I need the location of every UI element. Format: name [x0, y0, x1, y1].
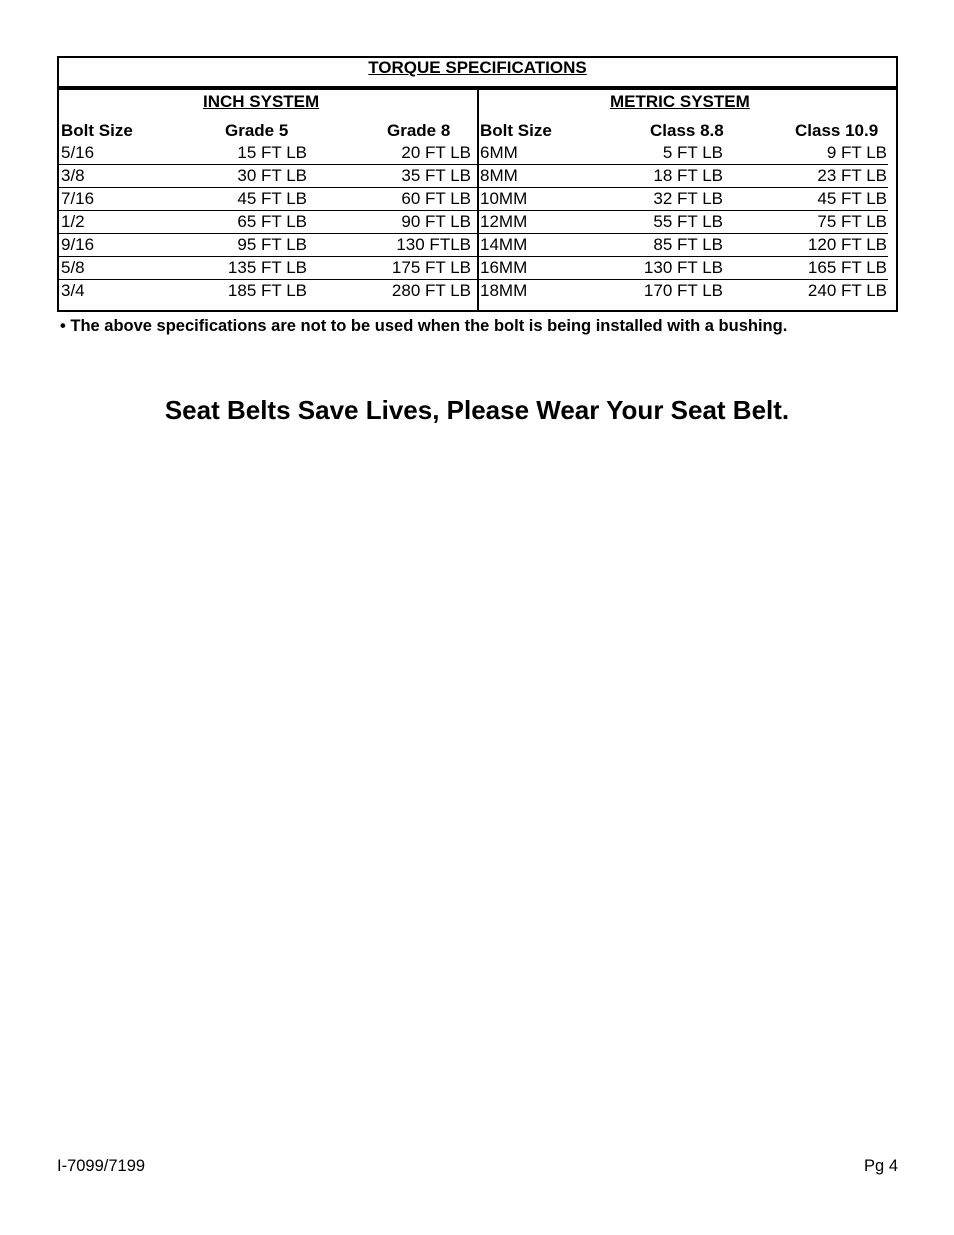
class109-cell: 120 FT LB	[807, 235, 887, 254]
grade8-cell: 35 FT LB	[401, 166, 471, 185]
class109-cell: 165 FT LB	[807, 258, 887, 277]
grade5-cell: 30 FT LB	[237, 166, 307, 185]
bolt-size-cell: 7/16	[61, 189, 95, 208]
bolt-size-cell: 5/8	[61, 258, 85, 277]
inch-header-grade8: Grade 8	[387, 121, 451, 140]
footer-page-number: Pg 4	[864, 1157, 898, 1175]
grade5-cell: 185 FT LB	[227, 281, 307, 300]
table-title: TORQUE SPECIFICATIONS	[368, 58, 587, 77]
class88-cell: 130 FT LB	[643, 258, 723, 277]
grade5-cell: 15 FT LB	[237, 143, 307, 162]
grade8-cell: 60 FT LB	[401, 189, 471, 208]
grade5-cell: 65 FT LB	[237, 212, 307, 231]
table-row	[479, 165, 898, 188]
bolt-size-cell: 3/8	[61, 166, 85, 185]
grade8-cell: 175 FT LB	[391, 258, 471, 277]
class109-cell: 75 FT LB	[817, 212, 887, 231]
grade5-cell: 45 FT LB	[237, 189, 307, 208]
class88-cell: 170 FT LB	[643, 281, 723, 300]
bolt-size-cell: 12MM	[480, 212, 528, 231]
grade8-cell: 130 FTLB	[396, 235, 471, 254]
inch-header-bolt-size: Bolt Size	[61, 121, 133, 140]
bolt-size-cell: 16MM	[480, 258, 528, 277]
class109-cell: 45 FT LB	[817, 189, 887, 208]
bolt-size-cell: 14MM	[480, 235, 528, 254]
grade8-cell: 20 FT LB	[401, 143, 471, 162]
table-row	[479, 257, 898, 280]
metric-system-title: METRIC SYSTEM	[610, 92, 750, 111]
inch-system-title: INCH SYSTEM	[203, 92, 320, 111]
table-row	[479, 188, 898, 211]
grade8-cell: 280 FT LB	[391, 281, 471, 300]
metric-header-class109: Class 10.9	[795, 121, 879, 140]
table-row	[59, 165, 477, 188]
table-row	[479, 211, 898, 234]
inch-header-grade5: Grade 5	[225, 121, 289, 140]
class109-cell: 9 FT LB	[826, 143, 887, 162]
class88-cell: 32 FT LB	[653, 189, 723, 208]
metric-header-class88: Class 8.8	[650, 121, 724, 140]
grade5-cell: 135 FT LB	[227, 258, 307, 277]
grade5-cell: 95 FT LB	[237, 235, 307, 254]
table-row	[59, 142, 477, 165]
class109-cell: 23 FT LB	[817, 166, 887, 185]
table-title-bar	[59, 58, 896, 90]
inch-system-section	[59, 90, 477, 310]
metric-header-bolt-size: Bolt Size	[480, 121, 552, 140]
bolt-size-cell: 1/2	[61, 212, 85, 231]
bushing-note: • The above specifications are not to be used when the bolt is being installed with a bushing.	[60, 317, 788, 335]
grade8-cell: 90 FT LB	[401, 212, 471, 231]
class88-cell: 18 FT LB	[653, 166, 723, 185]
torque-specifications-table	[57, 56, 898, 312]
bolt-size-cell: 6MM	[480, 143, 518, 162]
class88-cell: 85 FT LB	[653, 235, 723, 254]
bolt-size-cell: 5/16	[61, 143, 95, 162]
bolt-size-cell: 3/4	[61, 281, 85, 300]
table-row	[59, 257, 477, 280]
bolt-size-cell: 18MM	[480, 281, 528, 300]
table-row	[59, 188, 477, 211]
table-row	[479, 142, 898, 165]
bolt-size-cell: 9/16	[61, 235, 95, 254]
table-row	[59, 280, 477, 303]
class109-cell: 240 FT LB	[807, 281, 887, 300]
seat-belt-slogan: Seat Belts Save Lives, Please Wear Your Seat Belt.	[164, 395, 790, 425]
footer-doc-id: I-7099/7199	[57, 1157, 146, 1175]
metric-system-section	[479, 90, 898, 310]
table-row	[59, 211, 477, 234]
class88-cell: 55 FT LB	[653, 212, 723, 231]
bolt-size-cell: 10MM	[480, 189, 528, 208]
table-row	[59, 234, 477, 257]
class88-cell: 5 FT LB	[662, 143, 723, 162]
table-row	[479, 280, 898, 303]
table-row	[479, 234, 898, 257]
bolt-size-cell: 8MM	[480, 166, 518, 185]
